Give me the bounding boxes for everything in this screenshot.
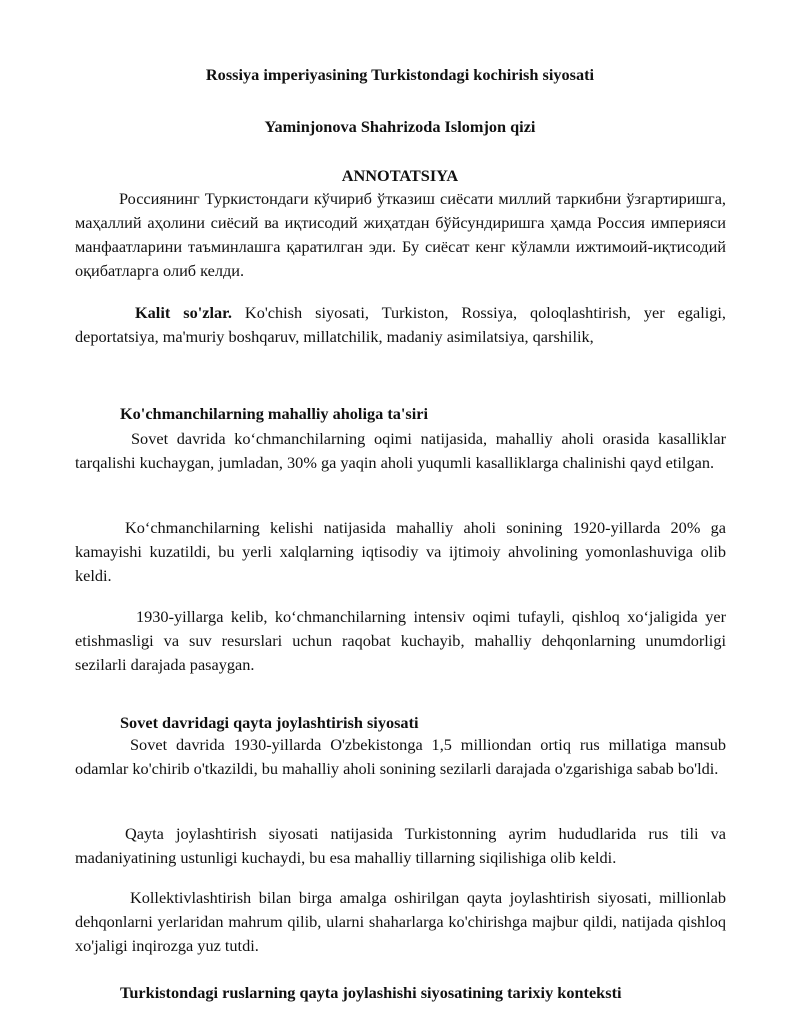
paragraph-text: Kollektivlashtirish bilan birga amalga oshirilgan qayta joylashtirish siyosati, millionlab dehqonlarni yerlaridan mahrum qilib, ularni shaharlarga ko'chirishga majbur qildi, natijada qishloq xo'jaligi inqirozga yuz tutdi.: [75, 888, 726, 955]
paragraph-text: Ko‘chmanchilarning kelishi natijasida mahalliy aholi sonining 1920-yillarda 20% ga kamayishi kuzatildi, bu yerli xalqlarning iqtisodiy va ijtimoiy ahvolining yomonlashuviga olib keldi.: [75, 518, 726, 585]
author-name: Yaminjonova Shahrizoda Islomjon qizi: [264, 117, 536, 136]
body-paragraph: [75, 886, 726, 958]
paper-title: Rossiya imperiyasining Turkistondagi kochirish siyosati: [205, 65, 595, 84]
annotation-heading: ANNOTATSIYA: [341, 166, 459, 185]
section-title: Turkistondagi ruslarning qayta joylashishi siyosatining tarixiy konteksti: [120, 983, 622, 1002]
body-paragraph: [75, 822, 726, 870]
paragraph-text: 1930-yillarga kelib, ko‘chmanchilarning intensiv oqimi tufayli, qishloq xo‘jaligida yer etishmasligi va suv resurslari uchun raqobat kuchayib, mahalliy dehqonlarning unumdorligi sezilarli darajada pasaygan.: [75, 607, 726, 674]
paragraph-text: Sovet davrida ko‘chmanchilarning oqimi natijasida, mahalliy aholi orasida kasalliklar tarqalishi kuchaygan, jumladan, 30% ga yaqin aholi yuqumli kasalliklarga chalinishi qayd etilgan.: [75, 429, 726, 472]
paragraph-text: Sovet davrida 1930-yillarda O'zbekistonga 1,5 milliondan ortiq rus millatiga mansub odamlar ko'chirib o'tkazildi, bu mahalliy aholi sonining sezilarli darajada o'zgarishiga sabab bo'ldi.: [75, 735, 726, 778]
body-paragraph: [75, 427, 726, 475]
body-paragraph: [75, 516, 726, 588]
keywords-label: Kalit so'zlar.: [135, 303, 232, 322]
annotation-paragraph: [75, 187, 726, 283]
keywords-paragraph: [75, 301, 726, 349]
annotation-text: Россиянинг Туркистондаги кўчириб ўтказиш сиёсати миллий таркибни ўзгартиришга, маҳаллий аҳолини сиёсий ва иқтисодий жиҳатдан бўйсундиришга ҳамда Россия империяси манфаатларини таъминлашга қаратилган эди. Бу сиёсат кенг кўламли ижтимоий-иқтисодий оқибатларга олиб келди.: [75, 189, 726, 280]
body-paragraph: [75, 733, 726, 781]
keywords-text: Ko'chish siyosati, Turkiston, Rossiya, qoloqlashtirish, yer egaligi, deportatsiya, ma'muriy boshqaruv, millatchilik, madaniy asimilatsiya, qarshilik,: [75, 303, 726, 346]
section-title: Sovet davridagi qayta joylashtirish siyosati: [120, 713, 419, 732]
paragraph-text: Qayta joylashtirish siyosati natijasida Turkistonning ayrim hududlarida rus tili va madaniyatining ustunligi kuchaydi, bu esa mahalliy tillarning siqilishiga olib keldi.: [75, 824, 726, 867]
body-paragraph: [75, 605, 726, 677]
section-title: Ko'chmanchilarning mahalliy aholiga ta'siri: [120, 404, 429, 423]
